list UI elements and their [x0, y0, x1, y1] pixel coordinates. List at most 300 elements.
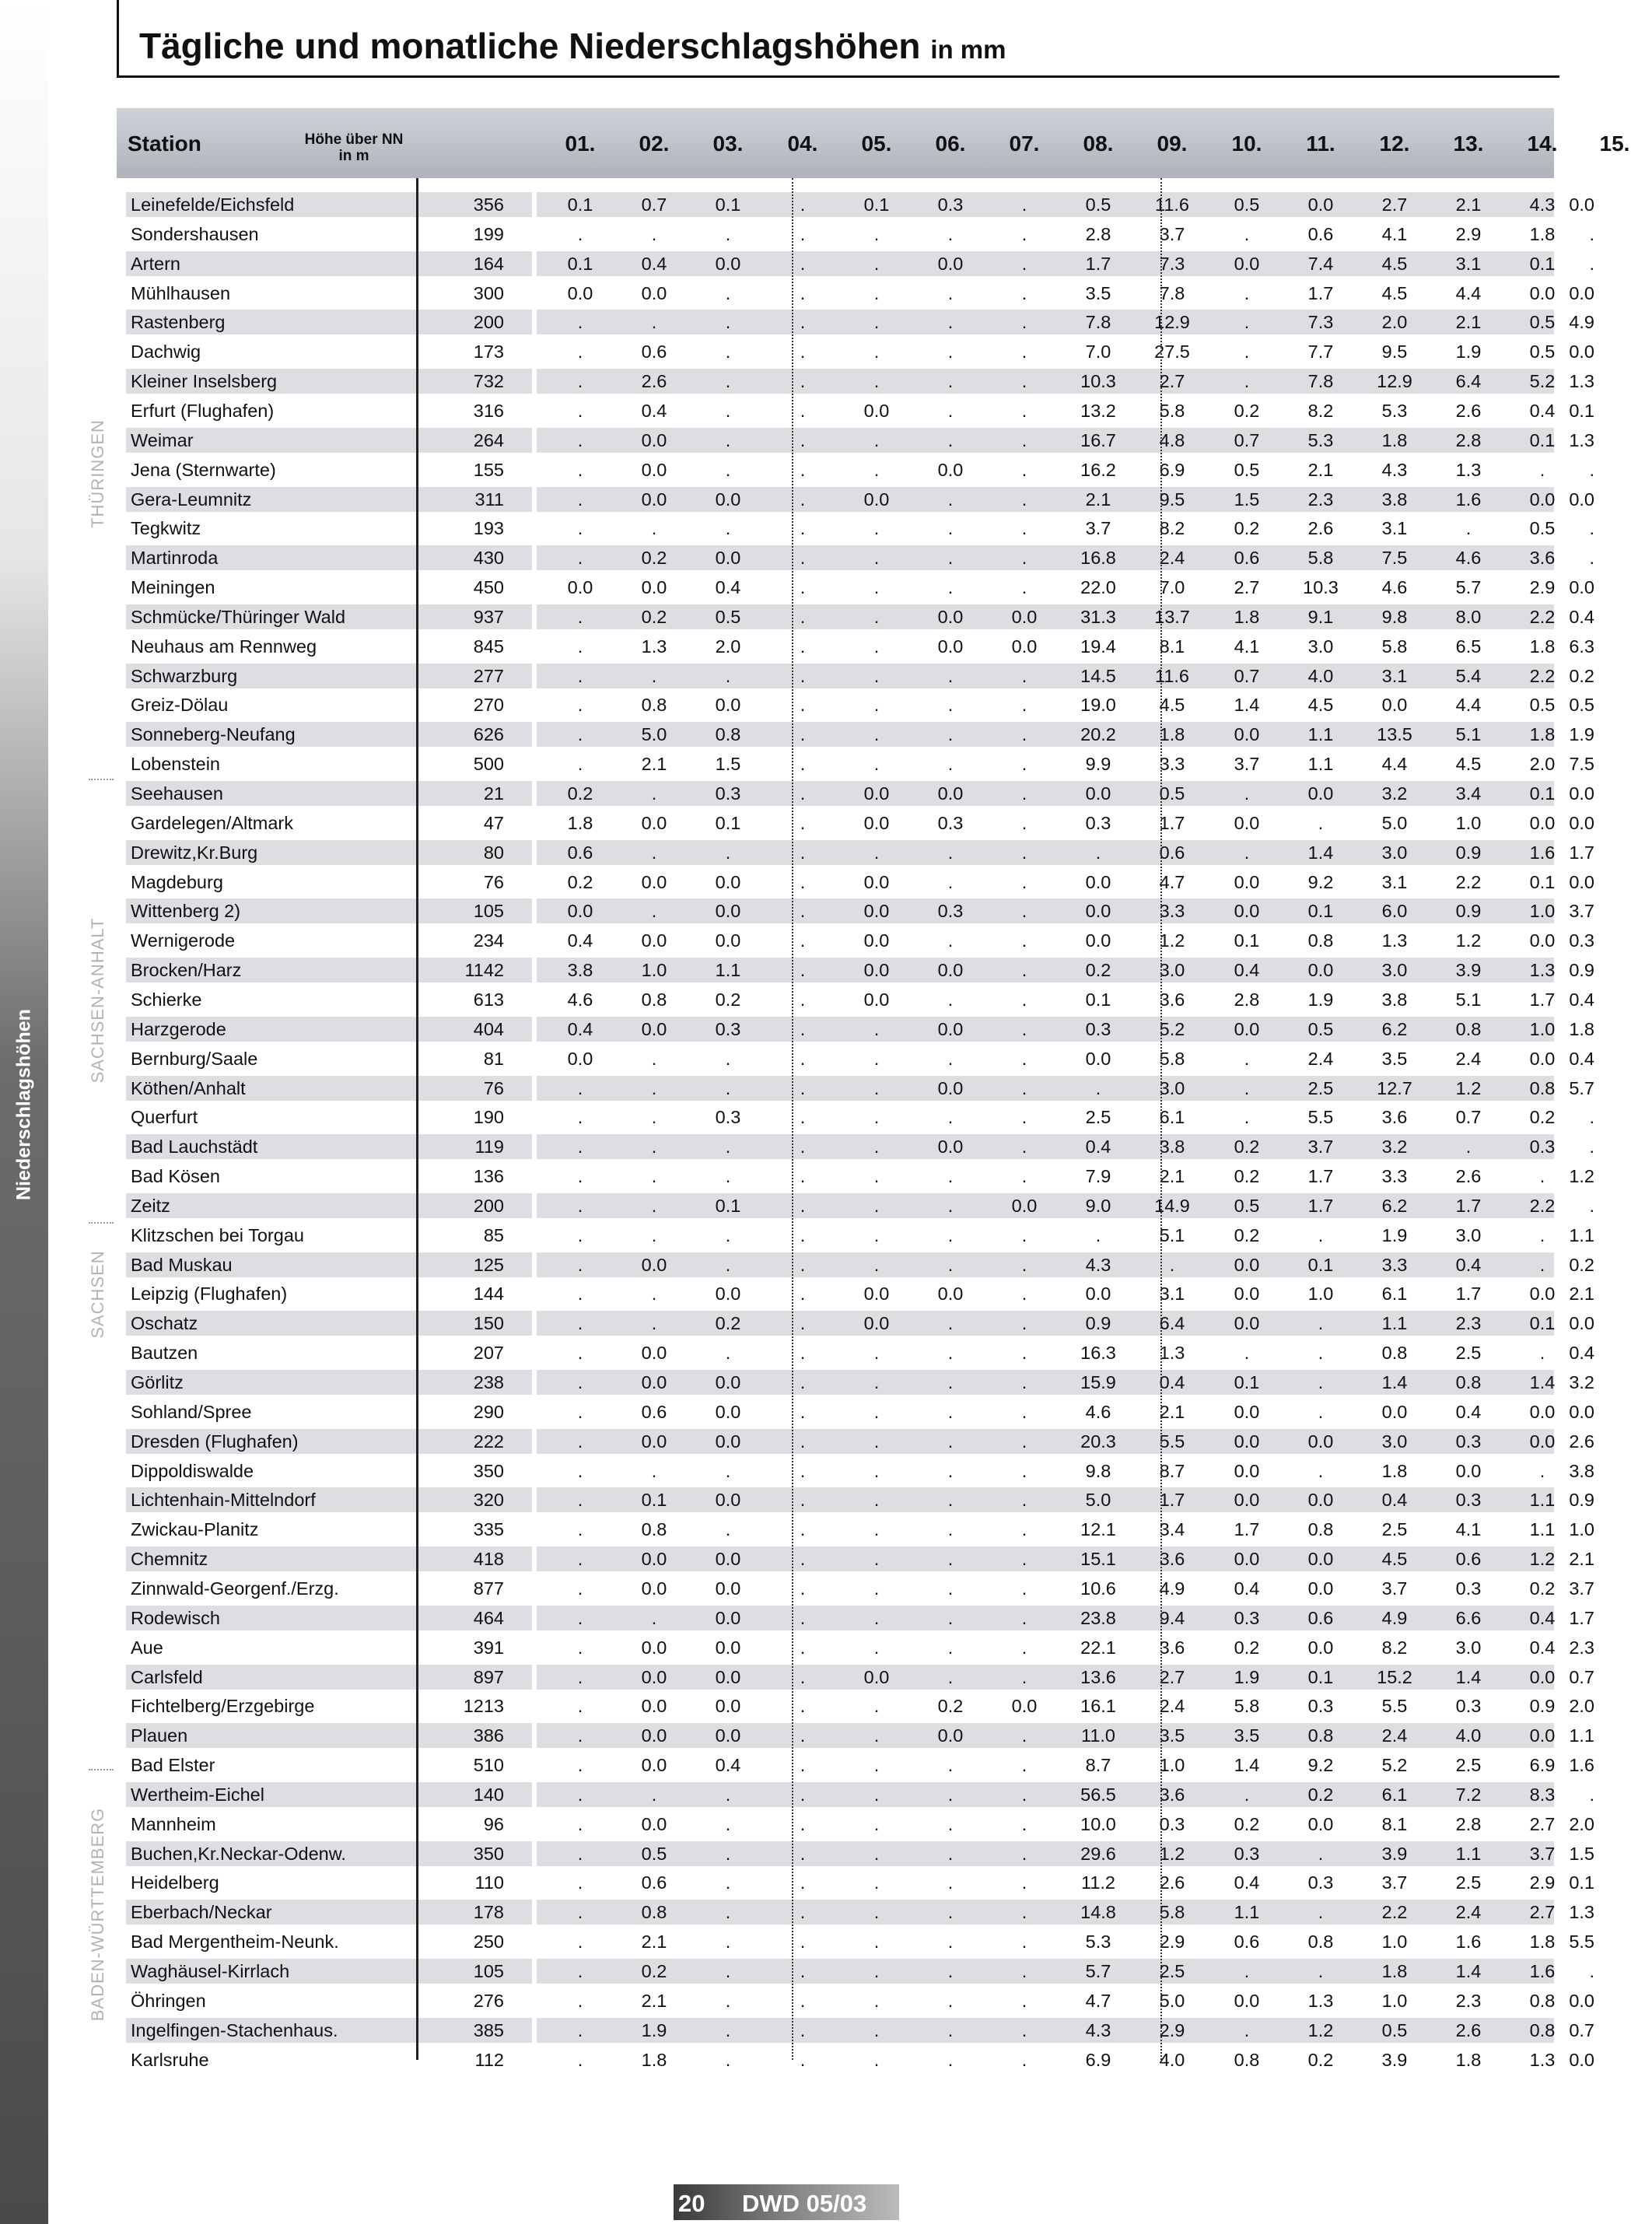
precip-value: 0.1 [1307, 1666, 1334, 1687]
precip-value: . [577, 606, 583, 627]
precip-value: 3.0 [1381, 1431, 1408, 1452]
precip-value: 1.7 [1307, 282, 1334, 303]
station-name: Gera-Leumnitz [131, 489, 252, 510]
station-name: Karlsruhe [131, 2049, 209, 2070]
precip-value: 0.0 [715, 1578, 741, 1599]
precip-value: 4.0 [1455, 1725, 1482, 1746]
precip-value: 2.7 [1529, 1813, 1556, 1834]
precip-value: 2.3 [1455, 1990, 1482, 2011]
precip-value: . [1589, 548, 1594, 569]
precip-value: 0.0 [863, 871, 890, 892]
precip-value: 0.0 [1234, 1284, 1260, 1305]
station-altitude: 613 [473, 989, 504, 1010]
precip-value: 5.0 [1085, 1490, 1111, 1511]
precip-value: 1.7 [1455, 1284, 1482, 1305]
precip-value: 0.6 [567, 842, 593, 863]
precip-value: . [577, 754, 583, 775]
precip-value: 0.0 [1085, 871, 1111, 892]
precip-value: 0.0 [1234, 1460, 1260, 1481]
precip-value: 8.3 [1529, 1784, 1556, 1805]
station-altitude: 897 [473, 1666, 504, 1687]
precip-value: 4.0 [1159, 2049, 1185, 2070]
precip-value: 12.7 [1377, 1077, 1412, 1098]
table-row [117, 307, 1594, 337]
station-altitude: 845 [473, 636, 504, 657]
precip-value: 0.0 [641, 1813, 667, 1834]
precip-value: 0.0 [641, 1578, 667, 1599]
precip-value: 0.0 [715, 1607, 741, 1628]
precip-value: . [947, 1431, 954, 1452]
precip-value: 0.1 [641, 1490, 667, 1511]
precip-value: 4.6 [1085, 1401, 1111, 1422]
precip-value: . [1021, 1902, 1027, 1923]
station-name: Lobenstein [131, 754, 220, 775]
precip-value: 27.5 [1154, 341, 1190, 362]
precip-value: 0.0 [641, 1372, 667, 1392]
precip-value: 4.5 [1381, 282, 1408, 303]
precip-value: 1.0 [1159, 1755, 1185, 1776]
precip-value: 0.2 [1569, 1254, 1594, 1275]
precip-value: 1.7 [1455, 1195, 1482, 1216]
precip-value: 0.7 [1234, 429, 1260, 450]
precip-value: . [1244, 371, 1250, 392]
precip-value: 3.1 [1381, 518, 1408, 539]
precip-value: . [1021, 312, 1027, 333]
precip-value: 0.2 [641, 548, 667, 569]
precip-value: 16.7 [1080, 429, 1116, 450]
precip-value: . [725, 2019, 731, 2040]
precip-value: . [1244, 312, 1250, 333]
precip-value: 7.2 [1455, 1784, 1482, 1805]
region-label-baden-wuerttemberg: BADEN-WÜRTTEMBERG [88, 1807, 107, 2022]
station-name: Schmücke/Thüringer Wald [131, 606, 346, 627]
precip-value: . [873, 312, 880, 333]
station-altitude: 234 [473, 930, 504, 951]
precip-value: 0.0 [1569, 341, 1594, 362]
precip-value: . [725, 1902, 731, 1923]
precip-value: . [873, 1195, 880, 1216]
precip-value: . [947, 754, 954, 775]
precip-value: . [1021, 459, 1027, 480]
precip-value: 1.8 [1529, 1932, 1556, 1953]
precip-value: . [1539, 1224, 1545, 1245]
precip-value: 1.0 [1381, 1990, 1408, 2011]
precip-value: 0.0 [937, 1077, 964, 1098]
precip-value: 0.0 [1529, 1666, 1556, 1687]
precip-value: . [1021, 1254, 1027, 1275]
precip-value: . [1021, 901, 1027, 922]
precip-value: 5.1 [1455, 989, 1482, 1010]
precip-value: . [1021, 930, 1027, 951]
precip-value: 0.7 [1455, 1107, 1482, 1128]
precip-value: 0.0 [641, 871, 667, 892]
precip-value: 2.1 [1569, 1549, 1594, 1570]
precip-value: . [1021, 1637, 1027, 1658]
precip-value: 0.3 [1529, 1137, 1556, 1158]
precip-value: 1.4 [1234, 1755, 1260, 1776]
precip-value: . [725, 1813, 731, 1834]
precip-value: 4.5 [1307, 695, 1334, 716]
precip-value: 1.7 [1234, 1519, 1260, 1540]
precip-value: . [1244, 1077, 1250, 1098]
precip-value: . [800, 842, 806, 863]
station-name: Eberbach/Neckar [131, 1902, 272, 1923]
precip-value: 3.6 [1381, 1107, 1408, 1128]
station-altitude: 190 [473, 1107, 504, 1128]
precip-value: . [725, 1048, 731, 1069]
precip-value: 0.0 [1011, 1696, 1038, 1717]
precip-value: . [800, 1784, 806, 1805]
precip-value: . [725, 518, 731, 539]
precip-value: 1.5 [1569, 1843, 1594, 1864]
precip-value: . [947, 1813, 954, 1834]
station-altitude: 270 [473, 695, 504, 716]
precip-value: 1.6 [1455, 489, 1482, 510]
precip-value: . [577, 1224, 583, 1245]
precip-value: 0.8 [1529, 2019, 1556, 2040]
precip-value: 0.0 [863, 1666, 890, 1687]
precip-value: . [577, 636, 583, 657]
precip-value: . [800, 1195, 806, 1216]
precip-value: 7.8 [1307, 371, 1334, 392]
precip-value: . [1589, 1107, 1594, 1128]
precip-value: 2.7 [1234, 577, 1260, 598]
precip-value: 5.1 [1455, 724, 1482, 745]
precip-value: 5.8 [1234, 1696, 1260, 1717]
precip-value: 0.4 [641, 253, 667, 274]
precip-value: 4.3 [1529, 194, 1556, 215]
station-altitude: 391 [473, 1637, 504, 1658]
precip-value: 1.1 [1381, 1313, 1408, 1334]
table-row [117, 1044, 1594, 1073]
precip-value: 1.1 [1569, 1725, 1594, 1746]
precip-value: . [947, 1224, 954, 1245]
station-altitude: 300 [473, 282, 504, 303]
precip-value: . [725, 2049, 731, 2070]
precip-value: 3.3 [1159, 901, 1185, 922]
precip-value: 0.0 [937, 1284, 964, 1305]
precip-value: 0.7 [641, 194, 667, 215]
precip-value: 1.4 [1234, 695, 1260, 716]
precip-value: 0.2 [937, 1696, 964, 1717]
station-altitude: 144 [473, 1284, 504, 1305]
precip-value: 0.0 [641, 282, 667, 303]
precip-value: . [1169, 1254, 1175, 1275]
precip-value: 0.5 [1307, 1018, 1334, 1039]
precip-value: 5.2 [1159, 1018, 1185, 1039]
table-row [117, 1956, 1594, 1986]
precip-value: 1.3 [1381, 930, 1408, 951]
precip-value: 0.9 [1085, 1313, 1111, 1334]
precip-value: 2.1 [1159, 1401, 1185, 1422]
precip-value: . [651, 1224, 657, 1245]
precip-value: 0.0 [715, 1549, 741, 1570]
station-altitude: 877 [473, 1578, 504, 1599]
precip-value: 1.0 [1307, 1284, 1334, 1305]
station-name: Querfurt [131, 1107, 198, 1128]
table-row [117, 1986, 1594, 2016]
precip-value: . [800, 930, 806, 951]
precip-value: . [577, 312, 583, 333]
precip-value: . [800, 1725, 806, 1746]
station-name: Greiz-Dölau [131, 695, 229, 716]
precip-value: 0.4 [1569, 989, 1594, 1010]
precip-value: . [800, 1460, 806, 1481]
precip-value: . [873, 1137, 880, 1158]
precip-value: 2.1 [641, 1932, 667, 1953]
precip-value: 0.4 [1529, 1637, 1556, 1658]
station-name: Bad Lauchstädt [131, 1137, 258, 1158]
precip-value: 3.8 [567, 960, 593, 981]
precip-value: . [1021, 783, 1027, 804]
precip-value: 7.9 [1085, 1166, 1111, 1187]
table-row [117, 749, 1594, 779]
precip-value: . [577, 548, 583, 569]
precip-value: 0.6 [1307, 223, 1334, 244]
precip-value: 2.4 [1455, 1902, 1482, 1923]
header-day: 06. [935, 131, 966, 156]
region-separator [89, 1222, 114, 1224]
precip-value: . [1021, 1343, 1027, 1364]
precip-value: 0.8 [1455, 1372, 1482, 1392]
page-title-text: Tägliche und monatliche Niederschlagshöhen [139, 26, 921, 66]
precip-value: . [1021, 1725, 1027, 1746]
precip-value: . [873, 1401, 880, 1422]
precip-value: 0.0 [1529, 489, 1556, 510]
table-row [117, 219, 1594, 249]
precip-value: . [1021, 548, 1027, 569]
precip-value: 20.3 [1080, 1431, 1116, 1452]
precip-value: . [1021, 194, 1027, 215]
precip-value: . [800, 1137, 806, 1158]
precip-value: . [800, 223, 806, 244]
precip-value: . [800, 1166, 806, 1187]
station-altitude: 178 [473, 1902, 504, 1923]
precip-value: 0.0 [715, 489, 741, 510]
precip-value: . [577, 1961, 583, 1981]
precip-value: . [800, 1813, 806, 1834]
precip-value: . [947, 223, 954, 244]
precip-value: 4.9 [1381, 1607, 1408, 1628]
table-row [117, 366, 1594, 396]
station-altitude: 404 [473, 1018, 504, 1039]
precip-value: 1.1 [1455, 1843, 1482, 1864]
precip-value: 0.4 [1381, 1490, 1408, 1511]
precip-value: . [725, 1872, 731, 1893]
precip-value: 2.4 [1307, 1048, 1334, 1069]
table-row [117, 573, 1594, 602]
precip-value: . [725, 223, 731, 244]
precip-value: 2.1 [1455, 194, 1482, 215]
precip-value: . [651, 1284, 657, 1305]
precip-value: 0.3 [715, 783, 741, 804]
precip-value: 7.4 [1307, 253, 1334, 274]
precip-value: 0.3 [715, 1107, 741, 1128]
precip-value: . [947, 548, 954, 569]
precip-value: . [1021, 400, 1027, 421]
precip-value: 0.0 [1234, 1431, 1260, 1452]
precip-value: 1.1 [1307, 754, 1334, 775]
precip-value: 0.0 [715, 1401, 741, 1422]
precip-value: . [873, 1813, 880, 1834]
precip-value: . [947, 1401, 954, 1422]
precip-value: . [800, 341, 806, 362]
station-altitude: 193 [473, 518, 504, 539]
table-row [117, 867, 1594, 897]
precip-value: 9.5 [1381, 341, 1408, 362]
table-row [117, 1397, 1594, 1427]
station-altitude: 732 [473, 371, 504, 392]
precip-value: 0.3 [1455, 1490, 1482, 1511]
precip-value: 0.0 [641, 930, 667, 951]
station-name: Weimar [131, 429, 194, 450]
precip-value: . [651, 665, 657, 686]
precip-value: 0.0 [1085, 783, 1111, 804]
precip-value: . [1021, 1431, 1027, 1452]
precip-value: 0.2 [641, 606, 667, 627]
precip-value: 4.4 [1381, 754, 1408, 775]
station-altitude: 418 [473, 1549, 504, 1570]
precip-value: 4.9 [1159, 1578, 1185, 1599]
table-row [117, 1809, 1594, 1839]
table-header [117, 108, 1630, 178]
precip-value: 4.8 [1159, 429, 1185, 450]
precip-value: 0.1 [1529, 429, 1556, 450]
precip-value: 0.0 [715, 901, 741, 922]
precip-value: 1.5 [1234, 489, 1260, 510]
table-row [117, 190, 1594, 219]
station-name: Öhringen [131, 1990, 206, 2011]
precip-value: 0.5 [1381, 2019, 1408, 2040]
precip-value: . [577, 1578, 583, 1599]
table-row [117, 602, 1594, 632]
precip-value: 6.4 [1159, 1313, 1185, 1334]
station-altitude: 199 [473, 223, 504, 244]
station-name: Brocken/Harz [131, 960, 242, 981]
precip-value: . [1021, 812, 1027, 833]
precip-value: 0.0 [1569, 812, 1594, 833]
precip-value: . [577, 1813, 583, 1834]
station-altitude: 626 [473, 724, 504, 745]
precip-value: . [873, 1048, 880, 1069]
precip-value: 5.0 [1159, 1990, 1185, 2011]
precip-value: . [800, 901, 806, 922]
station-altitude: 21 [483, 783, 504, 804]
precip-value: 1.8 [1234, 606, 1260, 627]
precip-value: 5.1 [1159, 1224, 1185, 1245]
precip-value: 2.7 [1159, 371, 1185, 392]
precip-value: . [651, 1048, 657, 1069]
table-row [117, 1456, 1594, 1486]
table-row [117, 1662, 1594, 1692]
precip-value: . [947, 429, 954, 450]
station-name: Waghäusel-Kirrlach [131, 1961, 290, 1981]
precip-value: 1.3 [1159, 1343, 1185, 1364]
precip-value: 0.8 [1455, 1018, 1482, 1039]
precip-value: 4.6 [1381, 577, 1408, 598]
header-altitude [288, 131, 420, 164]
precip-value: 1.0 [1381, 1932, 1408, 1953]
precip-value: 7.0 [1085, 341, 1111, 362]
precip-value: . [651, 1077, 657, 1098]
table-row [117, 1868, 1594, 1897]
precip-value: 7.0 [1159, 577, 1185, 598]
station-name: Bad Kösen [131, 1166, 220, 1187]
table-row [117, 513, 1594, 543]
precip-value: . [725, 371, 731, 392]
precip-value: . [800, 1018, 806, 1039]
precip-value: 0.0 [1529, 812, 1556, 833]
precip-value: 0.2 [1307, 2049, 1334, 2070]
precip-value: 2.4 [1455, 1048, 1482, 1069]
precip-value: . [1021, 1137, 1027, 1158]
precip-value: 0.8 [641, 989, 667, 1010]
precip-value: . [577, 1519, 583, 1540]
precip-value: 0.1 [1569, 1872, 1594, 1893]
table-row [117, 1897, 1594, 1927]
table-row [117, 838, 1594, 867]
precip-value: 9.2 [1307, 871, 1334, 892]
precip-value: 10.3 [1080, 371, 1116, 392]
precip-value: 2.3 [1307, 489, 1334, 510]
precip-value: . [1021, 695, 1027, 716]
precip-value: . [873, 606, 880, 627]
precip-value: . [873, 1077, 880, 1098]
table-row [117, 632, 1594, 661]
precip-value: . [873, 1932, 880, 1953]
table-row [117, 661, 1594, 691]
precip-value: 1.5 [715, 754, 741, 775]
precip-value: 0.0 [1085, 930, 1111, 951]
station-altitude: 85 [483, 1224, 504, 1245]
precip-value: 0.5 [1529, 341, 1556, 362]
precip-value: 0.0 [1234, 1990, 1260, 2011]
table-row [117, 1132, 1594, 1161]
precip-value: . [577, 1401, 583, 1422]
precip-value: 16.3 [1080, 1343, 1116, 1364]
station-name: Wernigerode [131, 930, 236, 951]
precip-value: 2.9 [1529, 577, 1556, 598]
header-day: 03. [712, 131, 744, 156]
precip-value: 8.1 [1159, 636, 1185, 657]
table-row [117, 720, 1594, 749]
table-row [117, 1102, 1594, 1132]
precip-value: 0.0 [1529, 1431, 1556, 1452]
precip-value: 2.4 [1381, 1725, 1408, 1746]
precip-value: . [1589, 223, 1594, 244]
precip-value: . [800, 1902, 806, 1923]
station-altitude: 112 [474, 2049, 504, 2070]
precip-value: . [1589, 459, 1594, 480]
precip-value: 4.1 [1381, 223, 1408, 244]
precip-value: . [947, 1490, 954, 1511]
precip-value: . [577, 223, 583, 244]
precip-value: 0.0 [1011, 606, 1038, 627]
station-name: Schwarzburg [131, 665, 238, 686]
precip-value: 1.7 [1159, 812, 1185, 833]
precip-value: 1.9 [1307, 989, 1334, 1010]
precip-value: 0.0 [641, 1018, 667, 1039]
precip-value: . [1318, 1961, 1324, 1981]
precip-value: . [1021, 577, 1027, 598]
precip-value: . [725, 1077, 731, 1098]
precip-value: 0.0 [937, 1725, 964, 1746]
station-altitude: 250 [473, 1932, 504, 1953]
precip-value: . [800, 754, 806, 775]
station-name: Lichtenhain-Mittelndorf [131, 1490, 316, 1511]
precip-value: . [947, 1254, 954, 1275]
precip-value: . [725, 459, 731, 480]
